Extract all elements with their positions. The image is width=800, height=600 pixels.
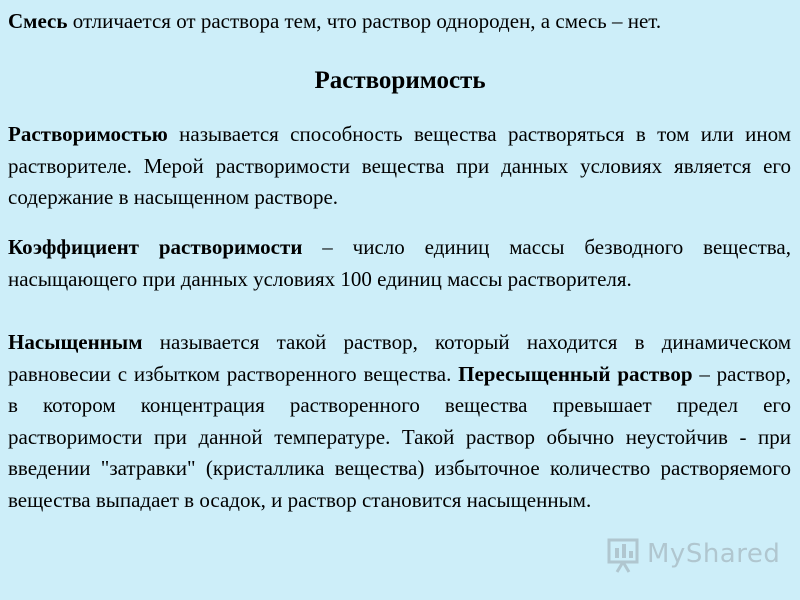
saturated-text: называется такой раствор, который находится в динамическом равновесии с избытком растворенного вещества. <box>8 330 791 386</box>
supersaturated-text: – раствор, в котором концентрация растворенного вещества превышает предел его растворимости при данной температуре. Такой раствор обычно неустойчив - при введении "затравки" (кристаллика вещества) избыточное количество растворяемого вещества выпадает в осадок, и раствор становится насыщенным. <box>8 361 791 512</box>
saturated-term: Насыщенным <box>8 330 143 354</box>
supersaturated-term: Пересыщенный раствор <box>458 361 693 386</box>
watermark-text: MyShared <box>647 539 781 569</box>
coefficient-term: Коэффициент растворимости <box>8 235 303 259</box>
solubility-text: называется способность вещества растворяться в том или ином растворителе. Мерой растворимости вещества при данных условиях является его содержание в насыщенном растворе. <box>8 122 791 209</box>
watermark <box>607 532 780 576</box>
intro-paragraph <box>8 6 791 38</box>
coefficient-text: – число единиц массы безводного вещества, насыщающего при данных условиях 100 единиц массы растворителя. <box>8 235 791 291</box>
solubility-paragraph <box>8 119 791 214</box>
coefficient-paragraph <box>8 232 791 295</box>
presentation-icon <box>607 534 641 574</box>
saturated-paragraph <box>8 327 791 516</box>
solubility-term: Растворимостью <box>8 122 168 146</box>
intro-text: отличается от раствора тем, что раствор однороден, а смесь – нет. <box>67 9 662 33</box>
intro-term: Смесь <box>8 9 68 33</box>
slide-title: Растворимость <box>314 67 486 94</box>
